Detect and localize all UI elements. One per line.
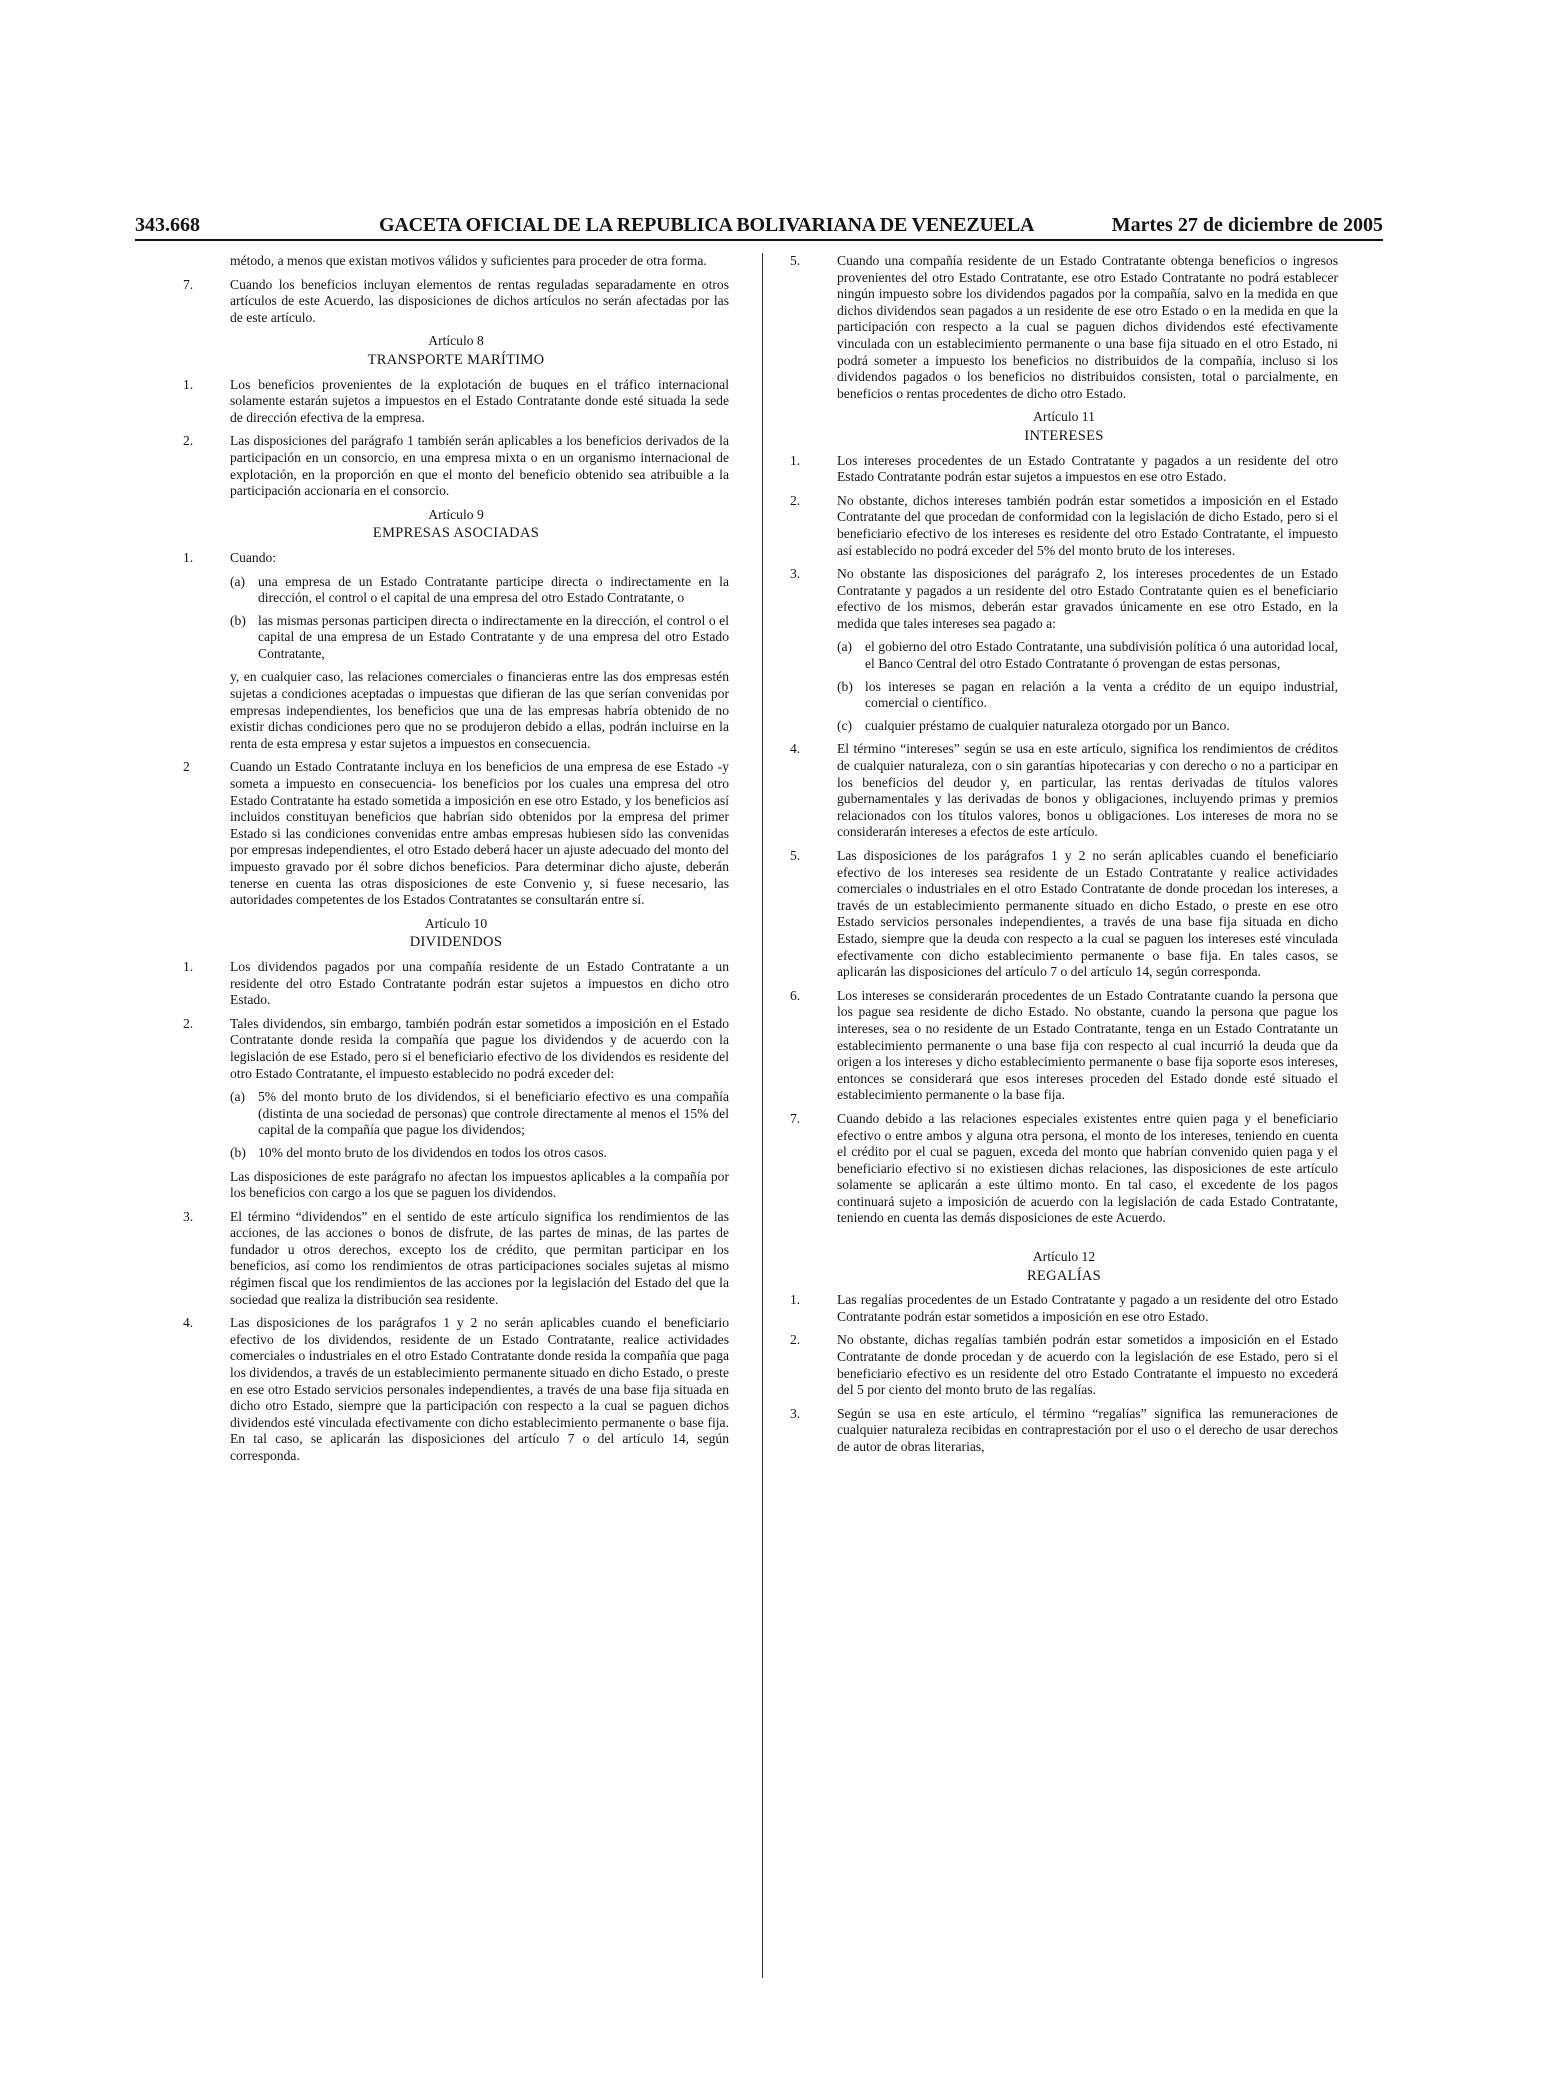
paragraph-text: Cuando debido a las relaciones especiales existentes entre quien paga y el beneficiario efectivo o entre ambos y alguna otra persona, el monto de los intereses, teniendo en cuenta el crédito por el cual se paguen, exceda del monto que habrían convenido quien paga y el beneficiario efectivo si no existiesen dichas relaciones, las disposiciones de este artículo solamente se aplicarán a este último monto. En tal caso, el excedente de los pagos continuará sujeto a imposición de acuerdo con la legislación de cada Estado Contratante, teniendo en cuenta las demás disposiciones de este Acuerdo. <box>837 1110 1338 1226</box>
numbered-paragraph <box>183 550 729 567</box>
paragraph-text: No obstante, dichos intereses también podrán estar sometidos a imposición en el Estado Contratante del que procedan de conformidad con la legislación de dicho Estado, pero si el beneficiario efectivo de los intereses es residente del otro Estado Contratante, el impuesto así establecido no podrá exceder del 5% del monto bruto de los intereses. <box>837 492 1338 558</box>
numbered-paragraph <box>790 493 1338 559</box>
issue-date: Martes 27 de diciembre de 2005 <box>1111 214 1383 236</box>
gazette-title: GACETA OFICIAL DE LA REPUBLICA BOLIVARIANA DE VENEZUELA <box>379 214 1035 236</box>
numbered-paragraph <box>183 759 729 908</box>
sub-item <box>837 639 1338 672</box>
numbered-paragraph <box>183 377 729 427</box>
sub-item-text: una empresa de un Estado Contratante participe directa o indirectamente en la dirección, el control o el capital de una empresa del otro Estado Contratante, o <box>258 573 729 606</box>
article-title: Artículo 12 <box>1032 1249 1096 1265</box>
numbered-paragraph <box>183 1016 729 1082</box>
left-column <box>183 253 729 1472</box>
article-heading: REGALÍAS <box>1026 1267 1102 1284</box>
paragraph-number: 4. <box>790 741 801 757</box>
sub-item-label: (b) <box>230 1144 246 1160</box>
paragraph-text: Las regalías procedentes de un Estado Contratante y pagado a un residente del otro Estado Contratante podrán estar sometidos a imposición en ese otro Estado. <box>837 1292 1338 1324</box>
paragraph-number: 1. <box>183 958 194 974</box>
paragraph-number: 1. <box>183 376 194 392</box>
paragraph-number: 2. <box>183 1015 194 1031</box>
sub-item-text: el gobierno del otro Estado Contratante, una subdivisión política ó una autoridad local, el Banco Central del otro Estado Contratante ó provengan de estas personas, <box>865 639 1338 672</box>
numbered-paragraph <box>790 1406 1338 1456</box>
paragraph-number: 1. <box>790 1292 801 1308</box>
paragraph-continuation: y, en cualquier caso, las relaciones comerciales o financieras entre las dos empresas estén sujetas a condiciones aceptadas o impuestas que difieran de las que serían convenidas por empresas independientes, los beneficios que una de las empresas habría obtenido de no existir dichas condiciones pero que no se produjeron debido a ellas, podrán incluirse en la renta de esta empresa y estar sujetos a impuestos en consecuencia. <box>230 669 729 751</box>
sub-item-text: los intereses se pagan en relación a la venta a crédito de un equipo industrial, comercial o científico. <box>865 678 1338 711</box>
numbered-paragraph <box>790 988 1338 1104</box>
sub-item-text: 10% del monto bruto de los dividendos en todos los otros casos. <box>258 1144 607 1160</box>
paragraph-number: 4. <box>183 1315 194 1331</box>
sub-item-label: (a) <box>230 573 246 589</box>
paragraph-text: Las disposiciones de los parágrafos 1 y 2 no serán aplicables cuando el beneficiario efectivo de los intereses sea residente de un Estado Contratante y realice actividades comerciales o industriales en el otro Estado Contratante de donde procedan los intereses, a través de un establecimiento permanente situado en dicho Estado, o preste en ese otro Estado servicios personales independientes, a través de una base fija situada en dicho Estado, siempre que la deuda con respecto a la cual se paguen los intereses esté vinculada efectivamente con dicho establecimiento permanente o base fija. En tales casos, se aplicarán las disposiciones del artículo 7 o del artículo 14, según corresponda. <box>837 848 1338 980</box>
paragraph-text: Las disposiciones de los parágrafos 1 y 2 no serán aplicables cuando el beneficiario efectivo de los dividendos, residente de un Estado Contratante, realice actividades comerciales o industriales en el otro Estado Contratante donde resida la compañía que paga los dividendos, a través de un establecimiento permanente situado en dicho Estado, o preste en ese otro Estado servicios personales independientes, a través de una base fija situada en dicho otro Estado, siempre que la participación con respecto a la cual se paguen dichos dividendos esté vinculada efectivamente con dicho establecimiento permanente o base fija. En tal caso, se aplicarán las disposiciones del artículo 7 o del artículo 14, según corresponda. <box>230 1315 729 1463</box>
paragraph-number: 7. <box>790 1110 801 1126</box>
numbered-paragraph <box>183 1315 729 1464</box>
article-heading: INTERESES <box>1024 427 1104 444</box>
sub-item <box>230 1145 729 1162</box>
paragraph-number: 3. <box>790 566 801 582</box>
numbered-paragraph <box>790 741 1338 841</box>
paragraph-text: Cuando un Estado Contratante incluya en los beneficios de una empresa de ese Estado -y someta a impuesto en consecuencia- los beneficios por los cuales una empresa del otro Estado Contratante ha estado sometida a imposición en ese otro Estado, y los beneficios así incluidos constituyan beneficios que habrían sido obtenidos por la empresa del primer Estado si las condiciones convenidas entre ambas empresas hubiesen sido las convenidas por empresas independientes, el otro Estado deberá hacer un ajuste adecuado del monto del impuesto gravado por él sobre dichos beneficios. Para determinar dicho ajuste, deberán tenerse en cuenta las otras disposiciones de este Convenio y, si fuese necesario, las autoridades competentes de los Estados Contratantes se consultarán entre sí. <box>230 759 729 908</box>
article-title: Artículo 11 <box>1033 409 1095 425</box>
article-title: Artículo 9 <box>428 506 484 522</box>
paragraph-text: El término “dividendos” en el sentido de este artículo significa los rendimientos de las acciones, de las acciones o bonos de disfrute, de las partes de minas, de las partes de fundador u otros derechos, excepto los de crédito, que permitan participar en los beneficios, así como los rendimientos de otras participaciones sociales sujetas al mismo régimen fiscal que los rendimientos de las acciones por la legislación del Estado del que la sociedad que realiza la distribución sea residente. <box>230 1208 729 1307</box>
article-title: Artículo 8 <box>428 333 484 349</box>
numbered-paragraph <box>790 1332 1338 1398</box>
paragraph-text: Tales dividendos, sin embargo, también podrán estar sometidos a imposición en el Estado Contratante donde resida la compañía que pague los dividendos y de acuerdo con la legislación de ese Estado, pero si el beneficiario efectivo de los dividendos es residente del otro Estado Contratante, el impuesto establecido no podrá exceder del: <box>230 1015 729 1081</box>
paragraph-number: 2 <box>183 759 190 775</box>
sub-items <box>183 574 729 663</box>
sub-items <box>790 639 1338 734</box>
numbered-paragraph <box>790 566 1338 632</box>
sub-item <box>837 679 1338 712</box>
paragraph-text: Las disposiciones del parágrafo 1 también serán aplicables a los beneficios derivados de la participación en un consorcio, en una empresa mixta o en un organismo internacional de explotación, en la proporción en que el monto del beneficio obtenido sea atribuible a la participación accionaria en el consorcio. <box>230 433 729 499</box>
numbered-paragraph <box>790 1111 1338 1227</box>
paragraph-number: 5. <box>790 848 801 863</box>
paragraph-number: 2. <box>790 492 801 508</box>
numbered-paragraph <box>183 1209 729 1309</box>
page-number: 343.668 <box>135 214 200 236</box>
sub-item-label: (b) <box>230 612 246 628</box>
sub-item-label: (c) <box>837 717 853 733</box>
paragraph-text: Cuando: <box>230 549 277 565</box>
numbered-paragraph <box>790 453 1338 486</box>
paragraph-number: 1. <box>790 452 801 468</box>
paragraph-number: 7. <box>183 276 194 292</box>
sub-item-text: 5% del monto bruto de los dividendos, si el beneficiario efectivo es una compañía (distinta de una sociedad de personas) que controle directamente al menos el 15% del capital de la compañía que pague los dividendos; <box>258 1089 729 1138</box>
paragraph-text: Los beneficios provenientes de la explotación de buques en el tráfico internacional solamente estarán sujetos a impuestos en el Estado Contratante donde esté situada la sede de dirección efectiva de la empresa. <box>230 376 729 425</box>
numbered-paragraph <box>183 277 729 327</box>
paragraph-number: 2. <box>790 1332 801 1348</box>
paragraph-number: 3. <box>790 1405 801 1421</box>
sub-item <box>230 574 729 607</box>
paragraph-text: Los intereses se considerarán procedentes de un Estado Contratante cuando la persona que los pague sea residente de dicho Estado. No obstante, cuando la persona que pague los intereses, sea o no residente de un Estado Contratante, tenga en un Estado Contratante un establecimiento permanente o una base fija con respecto al cual incurrió la deuda que da origen a los intereses y dicho establecimiento permanente o base fija soporte esos intereses, entonces se considerará que esos intereses proceden del Estado donde esté situado el establecimiento permanente o la base fija. <box>837 987 1338 1103</box>
paragraph-text: Según se usa en este artículo, el término “regalías” significa las remuneraciones de cualquier naturaleza recibidas en contraprestación por el uso o el derecho de usar derechos de autor de obras literarias, <box>837 1405 1338 1454</box>
numbered-paragraph <box>790 1292 1338 1325</box>
paragraph-number: 2. <box>183 433 194 449</box>
numbered-paragraph <box>183 433 729 499</box>
numbered-paragraph <box>790 848 1338 981</box>
page-header <box>135 211 1383 241</box>
sub-item-text: las mismas personas participen directa o indirectamente en la dirección, el control o el capital de una empresa de un Estado Contratante y de una empresa del otro Estado Contratante, <box>258 612 729 661</box>
sub-item-label: (a) <box>837 639 853 655</box>
paragraph-text: Los intereses procedentes de un Estado Contratante y pagados a un residente del otro Estado Contratante podrán estar sujetos a impuestos en ese otro Estado. <box>837 452 1338 485</box>
paragraph-number: 5. <box>790 253 801 268</box>
paragraph-continuation: Las disposiciones de este parágrafo no afectan los impuestos aplicables a la compañía por los beneficios con cargo a los que se paguen los dividendos. <box>230 1168 729 1201</box>
sub-item-label: (a) <box>230 1089 246 1105</box>
paragraph-text: No obstante las disposiciones del parágrafo 2, los intereses procedentes de un Estado Contratante y pagados a un residente del otro Estado Contratante quien es el beneficiario efectivo de los mismos, deberán estar gravados únicamente en ese otro Estado, en la medida que tales intereses sea pagado a: <box>837 566 1338 631</box>
column-divider <box>762 253 763 1978</box>
paragraph-number: 1. <box>183 549 194 565</box>
paragraph-number: 3. <box>183 1208 194 1224</box>
article-heading: DIVIDENDOS <box>409 934 503 951</box>
article-heading: EMPRESAS ASOCIADAS <box>372 525 540 542</box>
sub-items <box>183 1089 729 1161</box>
numbered-paragraph <box>183 959 729 1009</box>
right-column <box>790 253 1338 1463</box>
sub-item <box>837 718 1338 735</box>
paragraph-text: Los dividendos pagados por una compañía residente de un Estado Contratante a un residente del otro Estado Contratante podrán estar sujetos a impuestos en dicho otro Estado. <box>230 958 729 1008</box>
numbered-paragraph <box>790 253 1338 402</box>
sub-item <box>230 613 729 663</box>
paragraph-text: El término “intereses” según se usa en este artículo, significa los rendimientos de créditos de cualquier naturaleza, con o sin garantías hipotecarias y con derecho o no a participar en los beneficios del deudor y, en particular, las rentas derivadas de títulos valores gubernamentales y las derivadas de bonos y obligaciones, incluyendo primas y premios relacionados con los títulos valores, bonos u obligaciones. Los intereses de mora no se considerarán intereses a efectos de este artículo. <box>837 741 1338 840</box>
paragraph-text: Cuando los beneficios incluyan elementos de rentas reguladas separadamente en otros artículos de este Acuerdo, las disposiciones de dichos artículos no serán afectadas por las de este artículo. <box>230 276 729 325</box>
sub-item-text: cualquier préstamo de cualquier naturaleza otorgado por un Banco. <box>865 717 1230 733</box>
paragraph-number: 6. <box>790 987 801 1003</box>
sub-item-label: (b) <box>837 678 853 694</box>
paragraph: método, a menos que existan motivos válidos y suficientes para proceder de otra forma. <box>230 253 707 268</box>
article-title: Artículo 10 <box>424 915 488 931</box>
paragraph-text: No obstante, dichas regalías también podrán estar sometidos a imposición en el Estado Contratante de donde procedan y de acuerdo con la legislación de ese Estado, pero si el beneficiario efectivo es un residente del otro Estado Contratante el impuesto no excederá del 5 por ciento del monto bruto de las regalías. <box>837 1332 1338 1398</box>
article-heading: TRANSPORTE MARÍTIMO <box>367 351 545 368</box>
paragraph-text: Cuando una compañía residente de un Estado Contratante obtenga beneficios o ingresos provenientes del otro Estado Contratante, ese otro Estado Contratante no podrá establecer ningún impuesto sobre los dividendos pagados por la compañía, salvo en la medida en que dichos dividendos sean pagados a un residente de ese otro Estado o en la medida en que la participación con respecto a la cual se paguen dichos dividendos esté efectivamente vinculada con un establecimiento permanente o una base fija situado en el otro Estado, ni podrá someter a impuesto los beneficios no distribuidos de la compañía, incluso si los dividendos pagados o los beneficios no distribuidos consisten, total o parcialmente, en beneficios o rentas procedentes de dicho otro Estado. <box>837 253 1338 401</box>
sub-item <box>230 1089 729 1139</box>
